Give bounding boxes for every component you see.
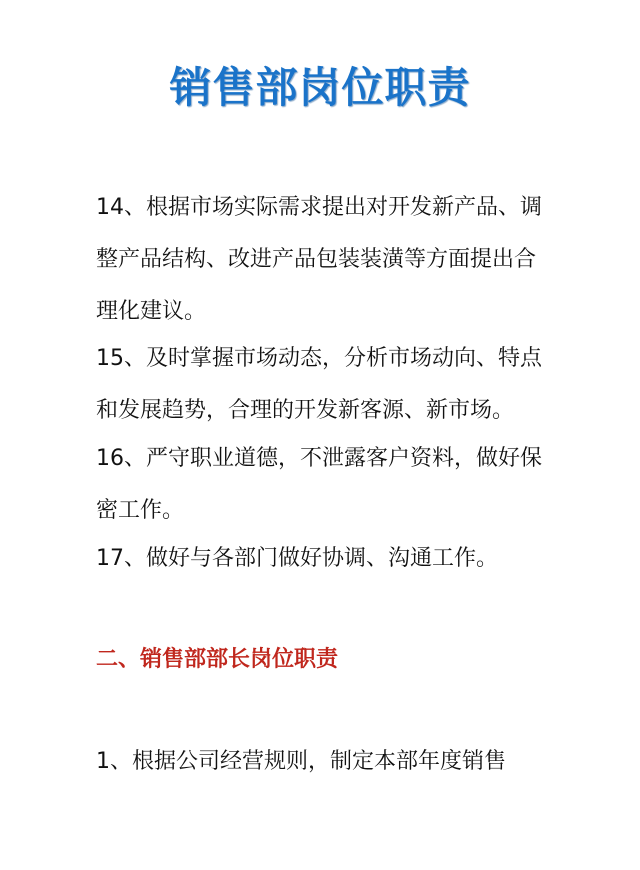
- section-heading: 二、销售部部长岗位职责: [96, 647, 339, 672]
- duty-item-15: 15、及时掌握市场动态，分析市场动向、特点和发展趋势，合理的开发新客源、新市场。: [96, 346, 542, 423]
- duty-item-14: 14、根据市场实际需求提出对开发新产品、调整产品结构、改进产品包装装潢等方面提出合理化建议。: [96, 195, 542, 324]
- duty-item-16: 16、严守职业道德，不泄露客户资料，做好保密工作。: [96, 446, 542, 523]
- duty-item-1: 1、根据公司经营规则，制定本部年度销售: [96, 749, 506, 774]
- page-title: 销售部岗位职责: [169, 63, 471, 112]
- duty-item-17: 17、做好与各部门做好协调、沟通工作。: [96, 546, 498, 571]
